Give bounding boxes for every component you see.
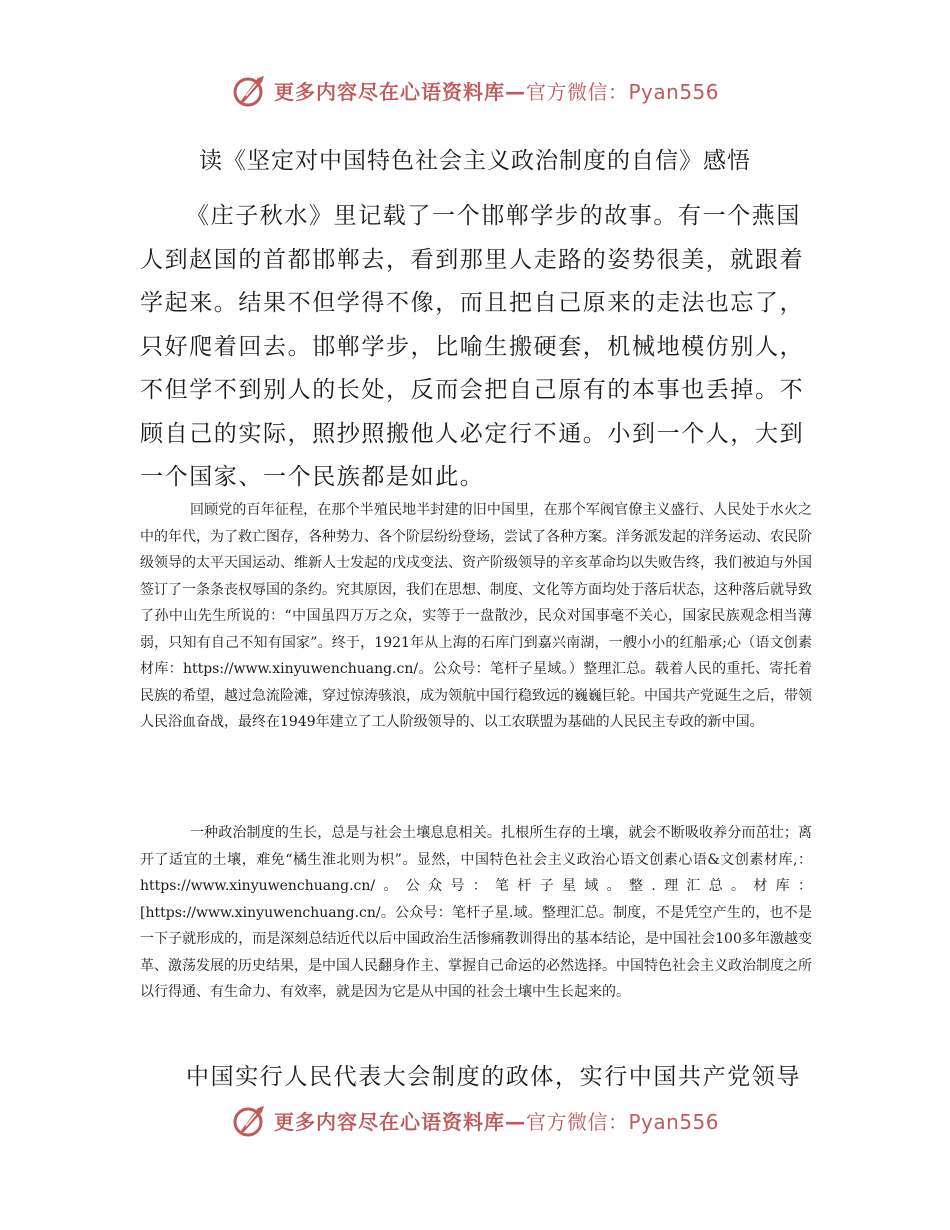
intro-paragraph: 《庄子秋水》里记载了一个邯郸学步的故事。有一个燕国人到赵国的首都邯郸去，看到那里人走路的姿势很美，就跟着学起来。结果不但学得不像，而且把自己原来的走法也忘了，只好爬着回去。邯郸学步，比喻生搬硬套，机械地模仿别人，不但学不到别人的长处，反而会把自己原有的本事也丢掉。不顾自己的实际，照抄照搬他人必定行不通。小到一个人，大到一个国家、一个民族都是如此。 — [140, 203, 805, 490]
body-paragraph-soil: 一种政治制度的生长，总是与社会土壤息息相关。扎根所生存的土壤，就会不断吸收养分而茁壮；离开了适宜的土壤，难免“橘生淮北则为枳”。显然，中国特色社会主义政治心语文创素心语&文创素材库,：https://www.xinyuwenchuang.cn/。公众号：笔杆子星域。整.理汇总。材库：[https://www.xinyuwenchuang.cn/。公众号：笔杆子星.域。整理汇总。制度，不是凭空产生的，也不是一下子就形成的，而是深刻总结近代以后中国政治生活惨痛教训得出的基本结论，是中国社会100多年激越变革、激荡发展的历史结果，是中国人民翻身作主、掌握自己命运的必然选择。中国特色社会主义政治制度之所以行得通、有生命力、有效率，就是因为它是从中国的社会土壤中生长起来的。 — [140, 825, 812, 1000]
closing-paragraph-fragment: 中国实行人民代表大会制度的政体，实行中国共产党领导 — [186, 1064, 801, 1090]
header-watermark-banner — [232, 70, 719, 110]
banner-main-text: 更多内容尽在心语资料库 — [274, 79, 505, 104]
body-paragraph-history: 回顾党的百年征程，在那个半殖民地半封建的旧中国里，在那个军阀官僚主义盛行、人民处于水火之中的年代，为了救亡图存，各种势力、各个阶层纷纷登场，尝试了各种方案。洋务派发起的洋务运动、农民阶级领导的太平天国运动、维新人士发起的戊戌变法、资产阶级领导的辛亥革命均以失败告终，我们被迫与外国签订了一条条丧权辱国的条约。究其原因，我们在思想、制度、文化等方面均处于落后状态，这种落后就导致了孙中山先生所说的：“中国虽四万万之众，实等于一盘散沙，民众对国事毫不关心，国家民族观念相当薄弱，只知有自己不知有国家”。终于，1921年从上海的石库门到嘉兴南湖，一艘小小的红船承;心（语文创素材库：https://www.xinyuwenchuang.cn/。公众号：笔杆子星域。）整理汇总。载着人民的重托、寄托着民族的希望，越过急流险滩，穿过惊涛骇浪，成为领航中国行稳致远的巍巍巨轮。中国共产党诞生之后，带领人民浴血奋战，最终在1949年建立了工人阶级领导的、以工农联盟为基础的人民民主专政的新中国。 — [140, 502, 812, 730]
document-title: 读《坚定对中国特色社会主义政治制度的自信》感悟 — [199, 148, 751, 174]
quill-logo-icon — [232, 72, 268, 108]
banner-main-text: 更多内容尽在心语资料库 — [274, 1109, 505, 1134]
quill-logo-icon — [232, 1102, 268, 1138]
banner-wechat-text: 官方微信：Pyan556 — [526, 1109, 720, 1134]
banner-dash: — — [505, 79, 526, 104]
banner-wechat-text: 官方微信：Pyan556 — [526, 79, 720, 104]
banner-dash: — — [505, 1109, 526, 1134]
footer-watermark-banner — [232, 1100, 719, 1140]
